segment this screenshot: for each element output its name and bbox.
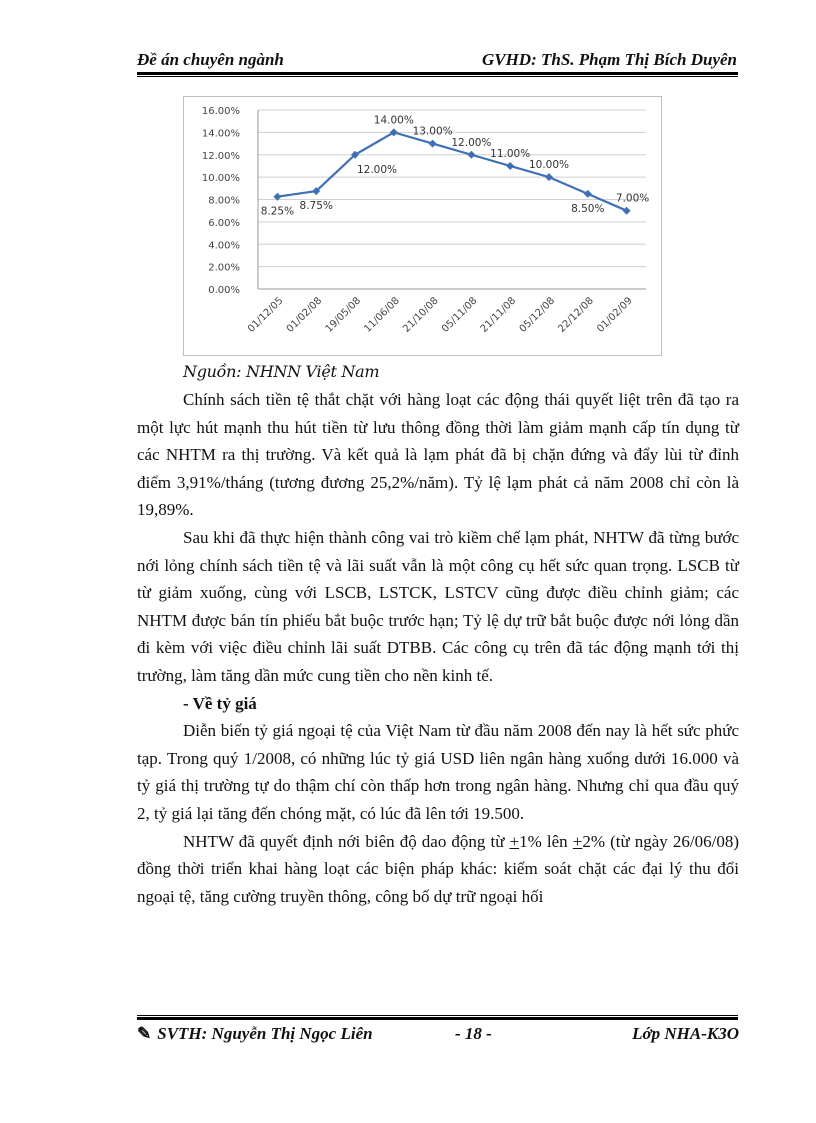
y-tick-label: 4.00% [208, 240, 240, 252]
data-point [623, 207, 631, 215]
data-label: 7.00% [615, 192, 650, 205]
data-point [545, 173, 553, 181]
data-point [506, 162, 514, 170]
chart-canvas [184, 97, 661, 355]
pen-icon: ✎ [137, 1024, 152, 1043]
data-point [429, 140, 437, 148]
footer-student [137, 1024, 373, 1044]
footer-student-name: SVTH: Nguyễn Thị Ngọc Liên [157, 1024, 373, 1043]
chart-source-note: Nguồn: NHNN Việt Nam [183, 362, 380, 381]
data-label: 12.00% [356, 163, 398, 176]
y-tick-label: 12.00% [201, 150, 240, 162]
x-tick-label: 01/02/09 [595, 295, 635, 335]
x-tick-label: 05/12/08 [517, 295, 558, 335]
data-label: 8.75% [299, 200, 333, 213]
footer-rule-thin [137, 1015, 738, 1016]
x-tick-label: 11/06/08 [362, 295, 402, 335]
band-text-a: NHTW đã quyết định nới biên độ dao động từ [183, 831, 510, 851]
y-tick-label: 8.00% [208, 195, 240, 207]
y-tick-label: 6.00% [208, 217, 240, 229]
band-text-c: 1% lên [519, 831, 573, 851]
data-point [584, 190, 592, 198]
header-supervisor: GVHD: ThS. Phạm Thị Bích Duyên [481, 50, 737, 69]
page-number: - 18 - [455, 1024, 492, 1043]
data-label: 8.25% [260, 205, 295, 218]
data-point [467, 151, 475, 159]
interest-rate-chart [183, 96, 662, 356]
x-tick-label: 01/02/08 [284, 295, 325, 335]
header-rule-thick [137, 72, 738, 75]
band-text-e: 2% (từ ngày 26/06/08) đồng thời triển khai hàng loạt các biện pháp khác: kiểm soát chặt các đại lý thu đổi ngoại tệ, tăng cường truyền thông, công bố dự trữ ngoại hối [137, 831, 739, 906]
footer-rule-thick [137, 1017, 738, 1020]
x-tick-label: 19/05/08 [323, 295, 364, 335]
x-tick-label: 22/12/08 [556, 295, 596, 335]
page-footer [137, 1022, 739, 1046]
paragraph-monetary-policy: Chính sách tiền tệ thắt chặt với hàng loạt các động thái quyết liệt trên đã tạo ra một lực hút mạnh thu hút tiền từ lưu thông đồng thời làm giảm mạnh cấp tín dụng từ các NHTM ra thị trường. Và kết quả là lạm phát đã bị chặn đứng và đẩy lùi từ đỉnh điểm 3,91%/tháng (tương đương 25,2%/năm). Tỷ lệ lạm phát cả năm 2008 chỉ còn là 19,89%. [137, 390, 739, 520]
body-text [137, 386, 739, 910]
data-label: 11.00% [490, 147, 531, 160]
y-tick-label: 0.00% [208, 285, 240, 296]
y-tick-label: 16.00% [201, 106, 240, 117]
plus-minus-sign-1: + [509, 831, 520, 851]
x-tick-label: 21/11/08 [478, 295, 519, 335]
data-label: 8.50% [571, 202, 605, 215]
paragraph-band-widening [137, 828, 739, 911]
header-course-title: Đề án chuyên ngành [137, 50, 284, 69]
footer-class: Lớp NHA-K3O [632, 1024, 739, 1043]
paragraph-exchange-rate: Diễn biến tỷ giá ngoại tệ của Việt Nam từ đầu năm 2008 đến nay là hết sức phức tạp. Trong quý 1/2008, có những lúc tỷ giá USD liên ngân hàng xuống dưới 16.000 và tỷ giá thị trường tự do thậm chí còn thấp hơn trong ngân hàng. Nhưng chỉ qua đầu quý 2, tỷ giá lại tăng đến chóng mặt, có lúc đã lên tới 19.500. [137, 721, 739, 823]
section-heading-exchange-rate: - Về tỷ giá [183, 693, 257, 713]
header-rule-thin [137, 76, 738, 77]
plus-minus-sign-2: + [572, 831, 583, 851]
x-tick-label: 01/12/05 [245, 295, 286, 335]
x-tick-label: 05/11/08 [439, 295, 480, 335]
paragraph-easing: Sau khi đã thực hiện thành công vai trò kiềm chế lạm phát, NHTW đã từng bước nới lỏng chính sách tiền tệ và lãi suất vẫn là một công cụ hết sức quan trọng. LSCB từ từ giảm xuống, cùng với LSCB, LSTCK, LSTCV cũng được điều chỉnh giảm; các NHTM được bán tín phiếu bắt buộc trước hạn; Tỷ lệ dự trữ bắt buộc được nới lỏng dần đi kèm với việc điều chỉnh lãi suất DTBB. Các công cụ trên đã tác động mạnh tới thị trường, làm tăng dần mức cung tiền cho nền kinh tế. [137, 527, 739, 685]
data-label: 10.00% [528, 159, 570, 172]
page-header [137, 48, 737, 74]
data-label: 14.00% [373, 114, 414, 127]
data-label: 13.00% [412, 125, 453, 138]
data-label: 12.00% [451, 136, 492, 149]
y-tick-label: 14.00% [201, 128, 240, 140]
y-tick-label: 2.00% [208, 262, 240, 274]
y-tick-label: 10.00% [201, 173, 240, 185]
x-tick-label: 21/10/08 [401, 295, 441, 335]
